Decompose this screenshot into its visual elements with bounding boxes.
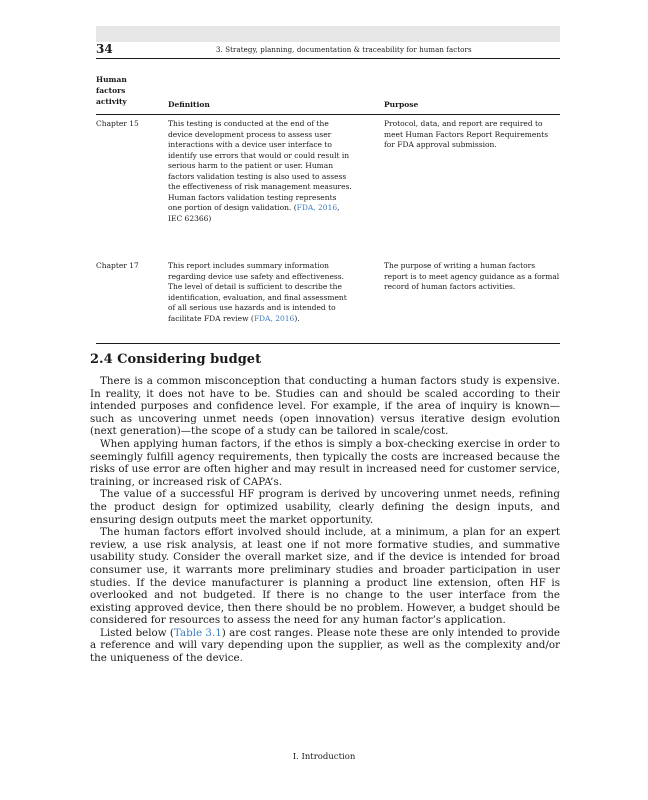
definition-tail: , IEC 62366) [168,203,340,223]
definition-text: This report includes summary information regarding device use safety and effectiveness. The level of detail is sufficient to describe the identification, evaluation, and final assessment of all serious use hazards and is intended to facilitate FDA review ( [168,261,347,323]
running-head: 3. Strategy, planning, documentation & traceability for human factors [216,46,472,54]
citation-link[interactable]: FDA, 2016 [296,203,338,212]
paragraph-end: ) are cost ranges. Please note these are only intended to provide a reference and will vary depending upon the supplier, as well as the complexity and/or the uniqueness of the device. [90,626,561,665]
header-divider [96,58,560,59]
definition-tail: ). [294,313,300,323]
paragraph: There is a common misconception that conducting a human factors study is expensive. In reality, it does not have to be. Studies can and should be scaled according to their intended purposes and confidence level. For example, if the area of inquiry is known—such as uncovering unmet needs (open innovation) versus iterative design evolution (next generation)—the scope of a study can be tailored in scale/cost. [90,375,560,438]
activity-table [96,74,560,344]
row-purpose: Protocol, data, and report are required to meet Human Factors Report Requirements for FDA approval submission. [384,119,549,149]
paragraph [90,627,560,665]
table-row [96,257,560,343]
paragraph-start: Listed below ( [100,626,174,639]
footer-part-label: I. Introduction [292,752,356,762]
paragraph: The human factors effort involved should include, at a minimum, a plan for an expert review, a use risk analysis, at least one if not more formative studies, and summative usability study. Consider the overall market size, and if the device is intended for broad consumer use, it warrants more preliminary studies and broader participation in user studies. If the device manufacturer is planning a product line extension, often HF is overlooked and not budgeted. If there is no change to the user interface from the existing approved device, then there should be no problem. However, a budget should be considered for resources to assess the need for any human factor’s application. [90,526,560,627]
table-header [96,74,560,114]
table-bottom-rule [96,343,560,344]
paragraph: When applying human factors, if the ethos is simply a box-checking exercise in order to seemingly fulfill agency requirements, then typically the costs are increased because the risks of use error are often higher and may result in increased need for customer service, training, or increased risk of CAPA’s. [90,437,560,488]
header-bar [96,26,560,42]
paragraph: The value of a successful HF program is derived by uncovering unmet needs, refining the product design for optimized usability, clearly defining the design inputs, and ensuring design outputs meet the market opportunity. [90,488,560,526]
citation-link[interactable]: FDA, 2016 [253,313,295,323]
row-activity: Chapter 17 [96,261,139,270]
page-number: 34 [96,42,113,56]
definition-text: This testing is conducted at the end of the device development process to assess user interactions with a device user interface to identify use errors that would or could result in serious harm to the patient or user. Human factors validation testing is also used to assess the effectiveness of risk management measures. Human factors validation testing represents one portion of design validation. ( [168,119,352,212]
table-row [96,115,560,257]
row-definition [168,119,352,257]
section-heading: 2.4 Considering budget [90,352,262,367]
row-activity: Chapter 15 [96,119,139,128]
column-header-purpose: Purpose [384,100,419,109]
body-text [90,375,560,665]
table-reference-link[interactable]: Table 3.1 [173,626,222,639]
row-definition [168,261,352,343]
column-header-activity: Human factors activity [96,75,127,106]
row-purpose: The purpose of writing a human factors report is to meet agency guidance as a formal record of human factors activities. [384,261,560,291]
column-header-definition: Definition [168,100,210,109]
